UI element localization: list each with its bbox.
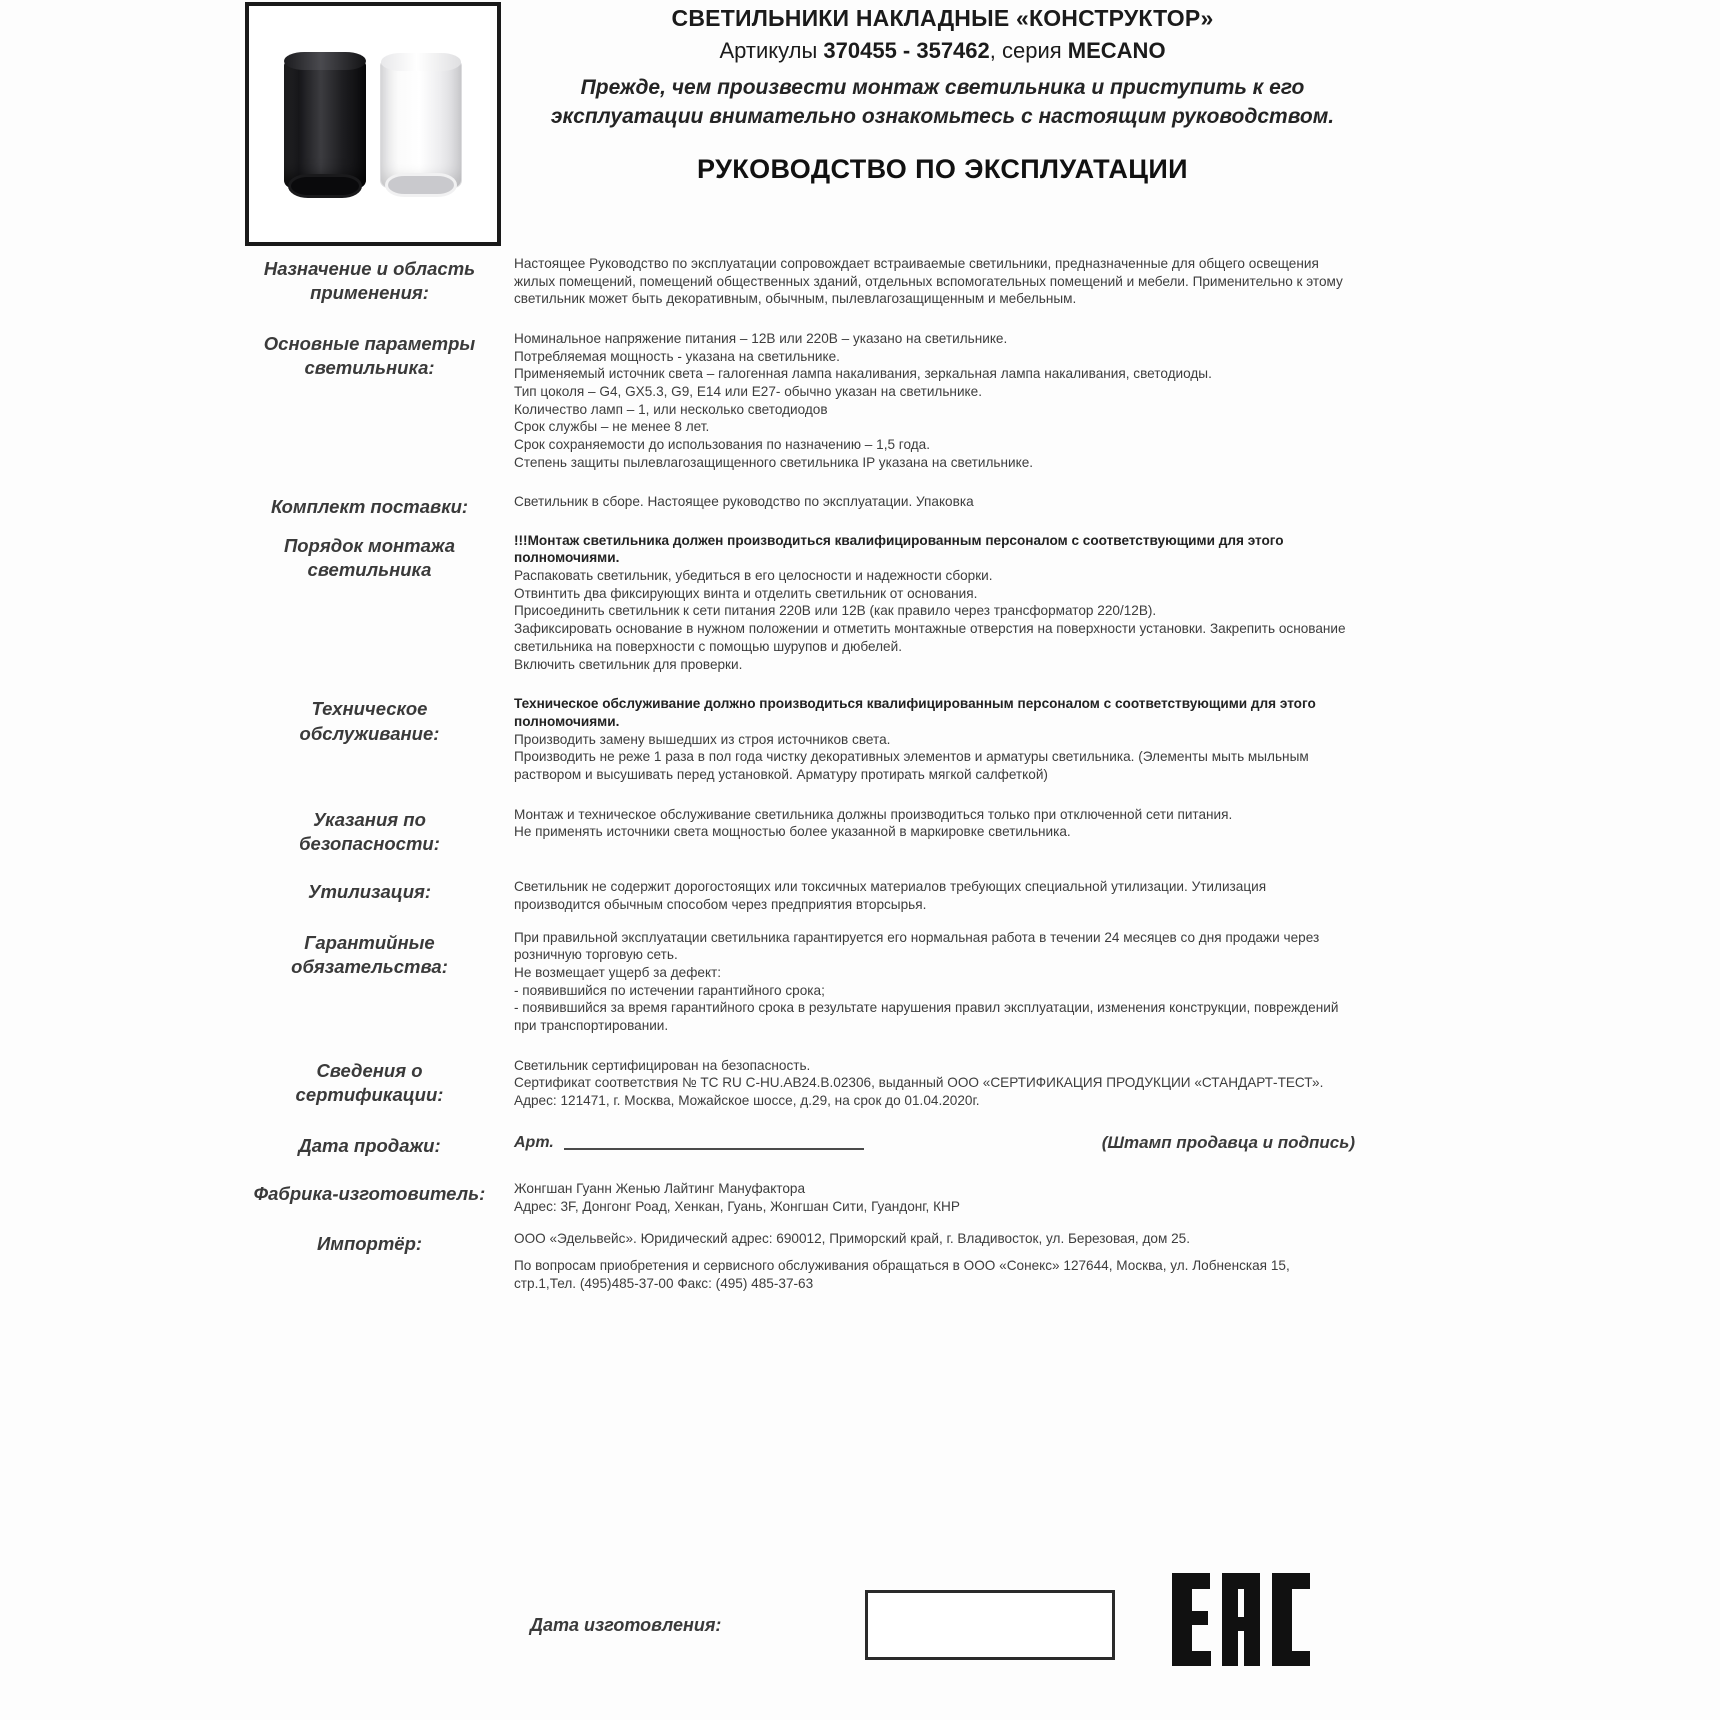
manufacture-date-label: Дата изготовления: — [530, 1615, 722, 1635]
warranty-line: - появившийся по истечении гарантийного срока; — [514, 982, 825, 998]
text-certification — [510, 1057, 1355, 1110]
spacer — [245, 673, 1355, 695]
sale-date-fields — [510, 1132, 1355, 1154]
parameter-line: Применяемый источник света – галогенная лампа накаливания, зеркальная лампа накаливания, светодиоды. — [514, 366, 1212, 382]
text-maintenance — [510, 695, 1355, 783]
manufacture-date-box[interactable] — [865, 1590, 1115, 1660]
series-name: MECANO — [1067, 38, 1166, 64]
parameter-line: Номинальное напряжение питания – 12В или 220В – указано на светильнике. — [514, 331, 1008, 347]
installation-step: Отвинтить два фиксирующих винта и отделить светильник от основания. — [514, 585, 978, 601]
spacer — [245, 856, 1355, 878]
label-utilization: Утилизация: — [307, 881, 432, 903]
purpose-paragraph: Настоящее Руководство по эксплуатации сопровождает встраиваемые светильники, предназначенные для общего освещения жилых помещений, помещений общественных зданий, отдельных вспомогательных помещений и мебели. Применительно к этому светильник может быть декоративным, обычным, пылевлагозащищенным и мебельным. — [514, 256, 1343, 307]
text-importer — [510, 1230, 1355, 1292]
safety-line: Монтаж и техническое обслуживание светильника должны производиться только при отключенной сети питания. — [514, 806, 1233, 822]
luminaire-white-icon — [380, 60, 462, 188]
text-parameters — [510, 330, 1355, 471]
read-first-warning: Прежде, чем произвести монтаж светильника и приступить к его эксплуатации внимательно ознакомьтесь с настоящим руководством. — [550, 75, 1335, 128]
spacer — [245, 308, 1355, 330]
text-delivery — [510, 493, 1355, 511]
warranty-line: При правильной эксплуатации светильника гарантируется его нормальная работа в течении 24 месяцев со дня продажи через розничную торговую сеть. — [514, 929, 1320, 963]
document-body — [245, 255, 1355, 1293]
safety-line: Не применять источники света мощностью более указанной в маркировке светильника. — [514, 824, 1071, 840]
warranty-line: Не возмещает ущерб за дефект: — [514, 965, 722, 981]
certification-line: Сертификат соответствия № ТС RU C-HU.АВ24.В.02306, выданный ООО «СЕРТИФИКАЦИЯ ПРОДУКЦИИ «СТАНДАРТ-ТЕСТ». Адрес: 121471, г. Москва, Можайское шоссе, д.29, на срок до 01.04.2020г. — [514, 1075, 1324, 1109]
parameter-line: Тип цоколя – G4, GX5.3, G9, E14 или E27- обычно указан на светильнике. — [514, 384, 982, 400]
certification-line: Светильник сертифицирован на безопасность. — [514, 1057, 811, 1073]
document-footer — [245, 1555, 1355, 1715]
spacer — [245, 784, 1355, 806]
warranty-line: - появившийся за время гарантийного срока в результате нарушения правил эксплуатации, изменения конструкции, повреждений при транспортировании. — [514, 1000, 1339, 1034]
parameter-line: Срок службы – не менее 8 лет. — [514, 419, 710, 435]
sale-date-row — [514, 1132, 1355, 1154]
section-purpose — [245, 255, 1355, 308]
maintenance-line: Производить замену вышедших из строя источников света. — [514, 731, 891, 747]
section-installation — [245, 532, 1355, 673]
product-image-frame — [245, 2, 501, 246]
text-warranty — [510, 929, 1355, 1035]
text-installation — [510, 532, 1355, 673]
page-title: СВЕТИЛЬНИКИ НАКЛАДНЫЕ «КОНСТРУКТОР» — [671, 5, 1214, 31]
seller-stamp-note: (Штамп продавца и подпись) — [1101, 1132, 1355, 1152]
section-warranty — [245, 929, 1355, 1035]
series-prefix: , серия — [989, 38, 1068, 64]
maintenance-line: Производить не реже 1 раза в пол года чистку декоративных элементов и арматуры светильника. (Элементы мыть мыльным раствором и высушивать перед установкой. Арматуру протирать мягкой салфеткой) — [514, 749, 1309, 782]
section-certification — [245, 1057, 1355, 1110]
eac-mark-icon — [1170, 1567, 1345, 1672]
parameter-line: Количество ламп – 1, или несколько светодиодов — [514, 401, 828, 417]
art-input[interactable] — [564, 1147, 864, 1150]
parameter-line: Срок сохраняемости до использования по назначению – 1,5 года. — [514, 437, 930, 453]
installation-step: Распаковать светильник, убедиться в его целосности и надежности сборки. — [514, 568, 993, 584]
label-purpose: Назначение и область применения: — [263, 258, 476, 304]
service-contact-line: По вопросам приобретения и сервисного обслуживания обращаться в ООО «Сонекс» 127644, Москва, ул. Лобненская 15, стр.1,Тел. (495)485-37-00 Факс: (495) 485-37-63 — [514, 1258, 1290, 1291]
importer-line: ООО «Эдельвейс». Юридический адрес: 690012, Приморский край, г. Владивосток, ул. Березовая, дом 25. — [514, 1231, 1190, 1247]
parameter-line: Потребляемая мощность - указана на светильнике. — [514, 348, 840, 364]
installation-warning: !!!Монтаж светильника должен производиться квалифицированным персоналом с соответствующими для этого полномочиями. — [514, 532, 1284, 566]
document-header — [245, 0, 1355, 250]
label-installation: Порядок монтажа светильника — [283, 534, 456, 581]
label-importer: Импортёр: — [316, 1233, 423, 1255]
text-purpose — [510, 255, 1355, 308]
guide-heading: РУКОВОДСТВО ПО ЭКСПЛУАТАЦИИ — [697, 153, 1188, 184]
text-safety — [510, 806, 1355, 841]
spacer — [245, 914, 1355, 929]
label-maintenance: Техническое обслуживание: — [299, 698, 440, 744]
section-maintenance — [245, 695, 1355, 783]
label-parameters: Основные параметры светильника: — [263, 333, 476, 379]
section-importer — [245, 1230, 1355, 1292]
text-manufacturer — [510, 1180, 1355, 1215]
label-certification: Сведения о сертификации: — [295, 1059, 444, 1106]
section-utilization — [245, 878, 1355, 913]
label-delivery: Комплект поставки: — [270, 496, 469, 518]
label-manufacturer: Фабрика-изготовитель: — [253, 1183, 486, 1205]
section-delivery — [245, 493, 1355, 519]
installation-step: Присоединить светильник к сети питания 220В или 12В (как правило через трансформатор 220/12В). — [514, 603, 1157, 619]
manufacturer-line: Адрес: 3F, Донгонг Роад, Хенкан, Гуань, Жонгшан Сити, Гуандонг, КНР — [514, 1198, 960, 1214]
section-parameters — [245, 330, 1355, 471]
delivery-paragraph: Светильник в сборе. Настоящее руководство по эксплуатации. Упаковка — [514, 494, 974, 510]
art-label: Арт. — [514, 1134, 554, 1152]
maintenance-warning: Техническое обслуживание должно производиться квалифицированным персоналом с соответствующими для этого полномочиями. — [514, 696, 1316, 729]
parameter-line: Степень защиты пылевлагозащищенного светильника IP указана на светильнике. — [514, 454, 1034, 470]
installation-step: Включить светильник для проверки. — [514, 656, 743, 672]
manufacturer-line: Жонгшан Гуанн Женью Лайтинг Мануфактора — [514, 1181, 806, 1197]
text-utilization — [510, 878, 1355, 913]
label-warranty: Гарантийные обязательства: — [291, 931, 448, 978]
spacer — [245, 471, 1355, 493]
section-manufacturer — [245, 1180, 1355, 1215]
section-sale-date — [245, 1132, 1355, 1158]
installation-step: Зафиксировать основание в нужном положении и отметить монтажные отверстия на поверхности установки. Закрепить основание светильника на поверхности с помощью шурупов и дюбелей. — [514, 621, 1346, 654]
utilization-paragraph: Светильник не содержит дорогостоящих или токсичных материалов требующих специальной утилизации. Утилизация производится обычным способом через предприятия вторсырья. — [514, 879, 1267, 913]
label-safety: Указания по безопасности: — [299, 808, 440, 854]
section-safety — [245, 806, 1355, 857]
article-line — [530, 37, 1355, 66]
luminaire-black-icon — [284, 60, 366, 188]
spacer — [245, 1158, 1355, 1180]
article-numbers: 370455 - 357462 — [823, 38, 990, 64]
label-sale-date: Дата продажи: — [298, 1134, 441, 1156]
title-block — [530, 4, 1355, 185]
spacer — [245, 520, 1355, 532]
spacer — [245, 1035, 1355, 1057]
product-image — [249, 6, 497, 242]
article-prefix: Артикулы — [719, 38, 824, 64]
spacer — [245, 1110, 1355, 1132]
spacer — [245, 1215, 1355, 1230]
